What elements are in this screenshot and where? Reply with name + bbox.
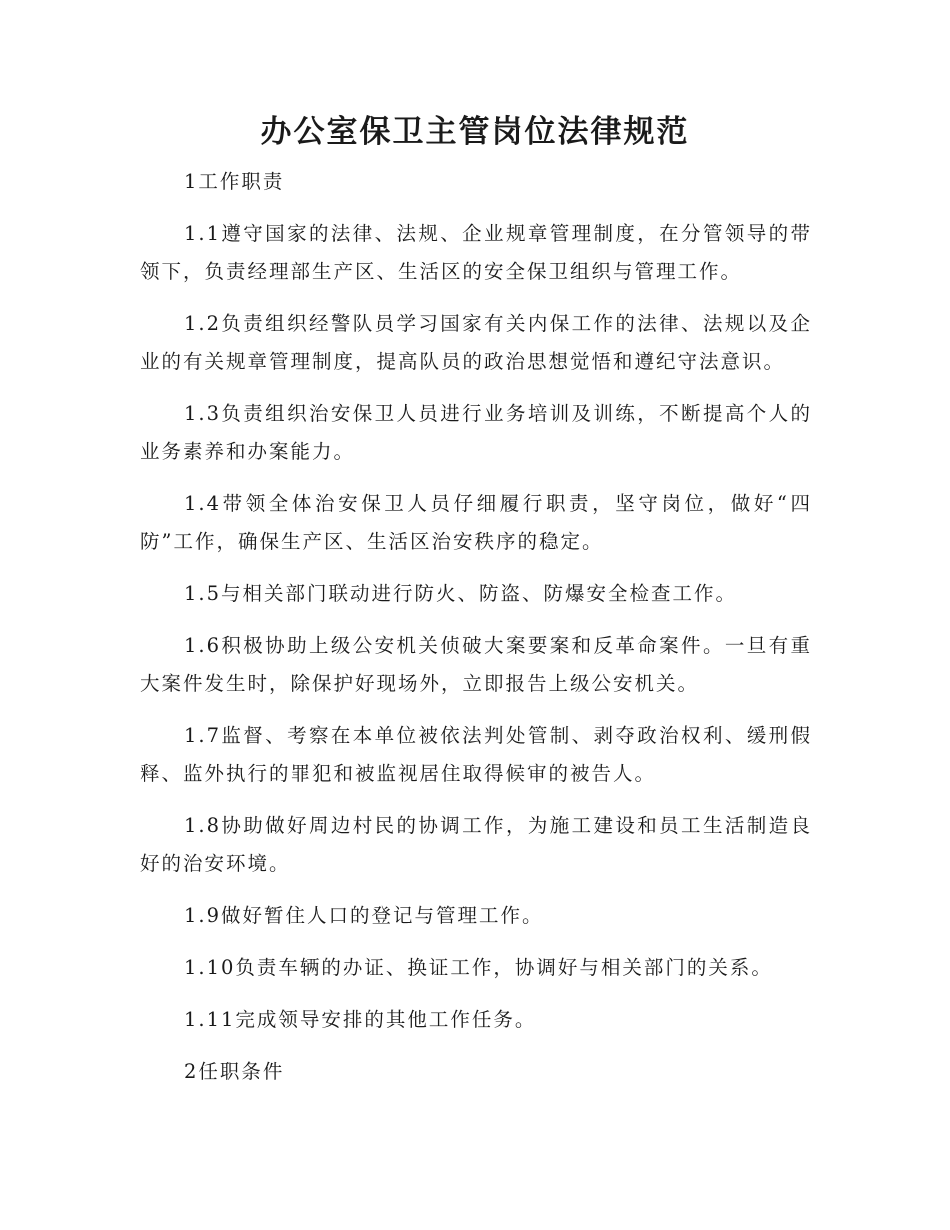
document-title: 办公室保卫主管岗位法律规范 xyxy=(260,114,690,150)
paragraph-1-9: 1.9做好暂住人口的登记与管理工作。 xyxy=(184,904,544,927)
paragraph-1-7: 1.7监督、考察在本单位被依法判处管制、剥夺政治权利、缓刑假释、监外执行的罪犯和被监视居住取得候审的被告人。 xyxy=(140,724,812,785)
paragraph-1-2: 1.2负责组织经警队员学习国家有关内保工作的法律、法规以及企业的有关规章管理制度，提高队员的政治思想觉悟和遵纪守法意识。 xyxy=(140,312,812,373)
paragraph-1-10: 1.10负责车辆的办证、换证工作，协调好与相关部门的关系。 xyxy=(184,956,773,979)
paragraph-1-11: 1.11完成领导安排的其他工作任务。 xyxy=(184,1008,537,1031)
paragraph-1-1: 1.1遵守国家的法律、法规、企业规章管理制度，在分管领导的带领下，负责经理部生产区、生活区的安全保卫组织与管理工作。 xyxy=(140,222,812,283)
section-heading-qualifications: 2任职条件 xyxy=(184,1060,285,1083)
paragraph-1-4: 1.4带领全体治安保卫人员仔细履行职责，坚守岗位，做好“四防”工作，确保生产区、生活区治安秩序的稳定。 xyxy=(140,492,812,553)
paragraph-1-6: 1.6积极协助上级公安机关侦破大案要案和反革命案件。一旦有重大案件发生时，除保护好现场外，立即报告上级公安机关。 xyxy=(140,634,812,695)
document-body xyxy=(140,163,812,1105)
section-heading-duties: 1工作职责 xyxy=(184,170,285,193)
paragraph-1-3: 1.3负责组织治安保卫人员进行业务培训及训练，不断提高个人的业务素养和办案能力。 xyxy=(140,402,812,463)
paragraph-1-5: 1.5与相关部门联动进行防火、防盗、防爆安全检查工作。 xyxy=(184,582,738,605)
paragraph-1-8: 1.8协助做好周边村民的协调工作，为施工建设和员工生活制造良好的治安环境。 xyxy=(140,814,812,875)
